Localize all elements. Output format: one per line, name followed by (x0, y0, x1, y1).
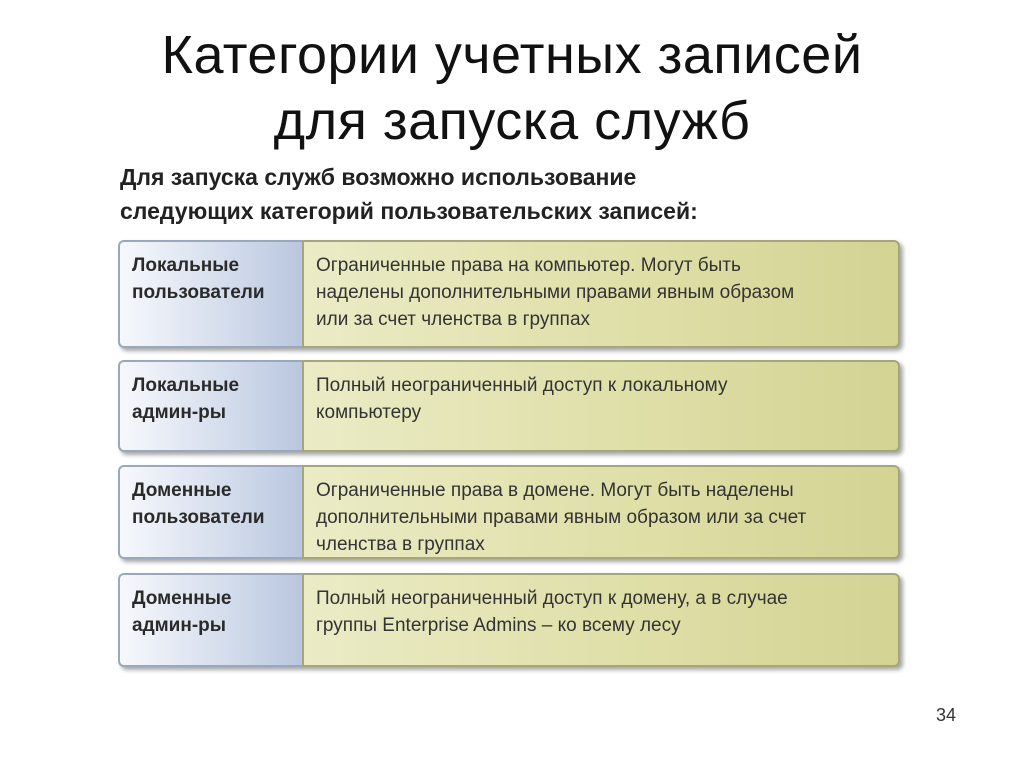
category-row-local-users (118, 240, 900, 348)
slide-subtitle-line-2: следующих категорий пользовательских записей: (120, 198, 698, 224)
category-description-line: наделены дополнительными правами явным образом (316, 282, 795, 303)
slide-title-line-2: для запуска служб (273, 91, 751, 151)
category-description-line: членства в группах (316, 534, 485, 555)
category-label-line: Локальные (132, 255, 240, 276)
category-description (302, 240, 900, 348)
category-label-line: пользователи (132, 507, 265, 528)
category-row-domain-users (118, 465, 900, 559)
category-row-domain-admins (118, 573, 900, 667)
category-label-line: Локальные (132, 375, 240, 396)
category-description-line: Полный неограниченный доступ к локальному (316, 375, 728, 396)
category-row-local-admins (118, 360, 900, 452)
category-description-line: Ограниченные права на компьютер. Могут быть (316, 255, 741, 276)
category-label-line: Доменные (132, 480, 232, 501)
category-description-line: Ограниченные права в домене. Могут быть наделены (316, 480, 794, 501)
category-description (302, 573, 900, 667)
category-description-line: компьютеру (316, 402, 422, 423)
slide-subtitle (120, 160, 880, 228)
slide-subtitle-line-1: Для запуска служб возможно использование (120, 164, 637, 190)
slide-title-line-1: Категории учетных записей (161, 25, 863, 85)
category-label (118, 240, 302, 348)
slide-title (0, 22, 1024, 154)
category-label-line: админ-ры (132, 615, 226, 636)
category-label (118, 360, 302, 452)
category-description-line: группы Enterprise Admins – ко всему лесу (316, 615, 681, 636)
category-label (118, 465, 302, 559)
category-description-line: или за счет членства в группах (316, 309, 591, 330)
category-description-line: Полный неограниченный доступ к домену, а в случае (316, 588, 788, 609)
category-description (302, 360, 900, 452)
category-label-line: пользователи (132, 282, 265, 303)
category-label-line: Доменные (132, 588, 232, 609)
page-number: 34 (936, 705, 957, 725)
category-description (302, 465, 900, 559)
category-description-line: дополнительными правами явным образом или за счет (316, 507, 807, 528)
category-label-line: админ-ры (132, 402, 226, 423)
category-label (118, 573, 302, 667)
